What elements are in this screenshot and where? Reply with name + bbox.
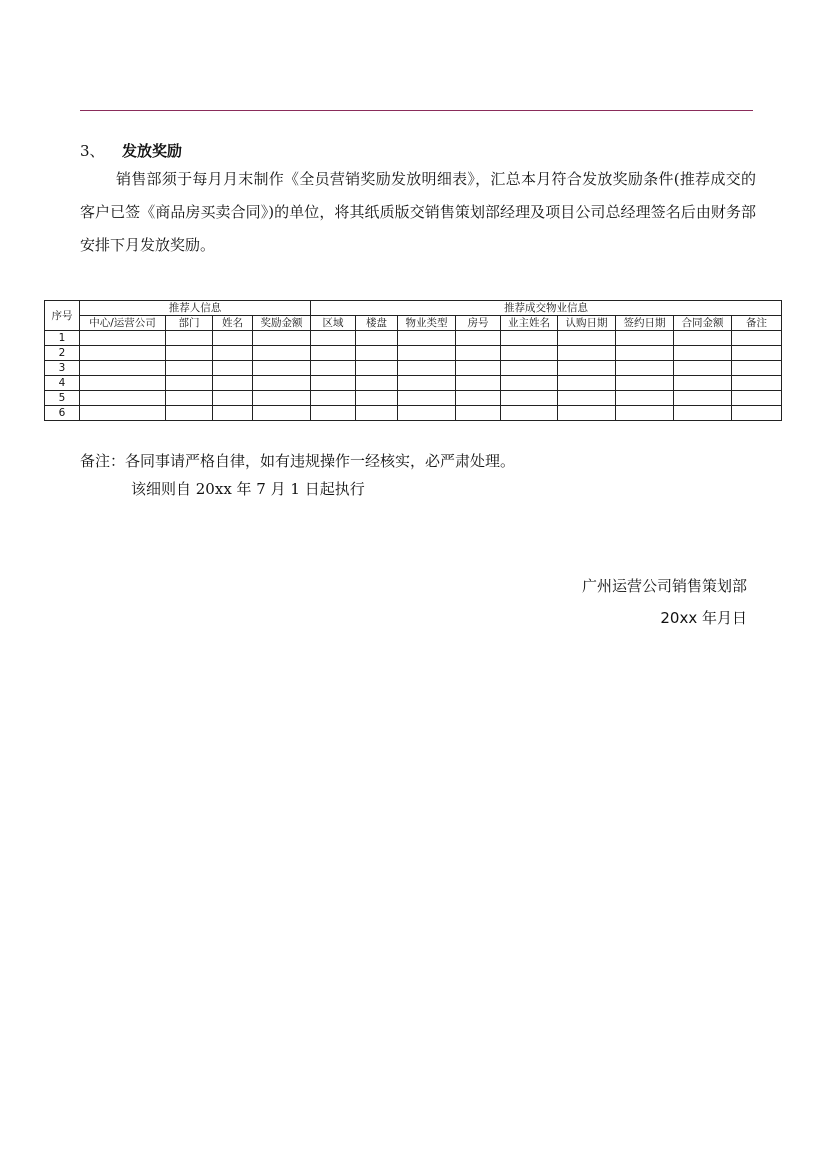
row-index: 2 — [45, 346, 80, 361]
column-header: 区域 — [311, 316, 356, 331]
table-cell — [456, 346, 501, 361]
table-cell — [732, 331, 782, 346]
row-index: 1 — [45, 331, 80, 346]
section-number: 3、 — [80, 142, 105, 160]
table-cell — [732, 391, 782, 406]
table-row — [45, 346, 782, 361]
table-cell — [558, 346, 616, 361]
table-cell — [558, 406, 616, 421]
table-cell — [398, 331, 456, 346]
table-cell — [558, 391, 616, 406]
table-cell — [558, 376, 616, 391]
table-cell — [501, 406, 558, 421]
column-header: 姓名 — [213, 316, 253, 331]
column-header: 物业类型 — [398, 316, 456, 331]
table-cell — [732, 376, 782, 391]
table-cell — [732, 361, 782, 376]
table-cell — [253, 391, 311, 406]
row-index: 5 — [45, 391, 80, 406]
table-cell — [456, 361, 501, 376]
table-cell — [311, 406, 356, 421]
table-cell — [213, 376, 253, 391]
table-cell — [558, 331, 616, 346]
table-cell — [166, 391, 213, 406]
table-row — [45, 406, 782, 421]
table-cell — [356, 361, 398, 376]
row-index: 6 — [45, 406, 80, 421]
table-cell — [398, 376, 456, 391]
table-cell — [616, 331, 674, 346]
table-cell — [253, 406, 311, 421]
table-cell — [213, 331, 253, 346]
body-paragraph: 销售部须于每月月末制作《全员营销奖励发放明细表》，汇总本月符合发放奖励条件(推荐成交的客户已签《商品房买卖合同》)的单位，将其纸质版交销售策划部经理及项目公司总经理签名后由财务部安排下月发放奖励。 — [80, 170, 756, 254]
column-header: 合同金额 — [674, 316, 732, 331]
table-cell — [253, 331, 311, 346]
column-header: 备注 — [732, 316, 782, 331]
table-cell — [456, 391, 501, 406]
table-cell — [456, 331, 501, 346]
table-cell — [166, 361, 213, 376]
table-cell — [398, 391, 456, 406]
table-cell — [80, 376, 166, 391]
section-heading — [80, 140, 182, 161]
header-rule — [80, 110, 753, 111]
table-cell — [616, 346, 674, 361]
table-cell — [80, 361, 166, 376]
table-cell — [311, 391, 356, 406]
table-cell — [80, 391, 166, 406]
signature-department: 广州运营公司销售策划部 — [581, 577, 747, 595]
table-cell — [213, 406, 253, 421]
table-row — [45, 361, 782, 376]
table-cell — [456, 406, 501, 421]
table-row — [45, 331, 782, 346]
column-header: 楼盘 — [356, 316, 398, 331]
table-cell — [253, 346, 311, 361]
column-header: 认购日期 — [558, 316, 616, 331]
table-cell — [253, 376, 311, 391]
column-header: 部门 — [166, 316, 213, 331]
table-cell — [311, 361, 356, 376]
table-cell — [616, 406, 674, 421]
table-cell — [311, 376, 356, 391]
property-group-header: 推荐成交物业信息 — [311, 301, 782, 316]
table-row — [45, 391, 782, 406]
table-cell — [674, 346, 732, 361]
column-header: 中心/运营公司 — [80, 316, 166, 331]
table-cell — [501, 376, 558, 391]
column-header-row — [45, 316, 782, 331]
table-cell — [213, 391, 253, 406]
table-cell — [674, 331, 732, 346]
table-cell — [166, 331, 213, 346]
table-cell — [356, 376, 398, 391]
table-cell — [616, 376, 674, 391]
table-cell — [616, 391, 674, 406]
table-cell — [356, 406, 398, 421]
table-cell — [674, 406, 732, 421]
table-cell — [501, 361, 558, 376]
table-cell — [398, 406, 456, 421]
table-cell — [213, 361, 253, 376]
table-cell — [456, 376, 501, 391]
table-cell — [213, 346, 253, 361]
table-cell — [501, 331, 558, 346]
referrer-group-header: 推荐人信息 — [80, 301, 311, 316]
column-header: 签约日期 — [616, 316, 674, 331]
column-header: 奖励金额 — [253, 316, 311, 331]
table-cell — [616, 361, 674, 376]
note-text: 备注：各同事请严格自律，如有违规操作一经核实，必严肃处理。 — [80, 452, 516, 470]
table-cell — [674, 361, 732, 376]
table-cell — [558, 361, 616, 376]
table-cell — [732, 346, 782, 361]
table-cell — [398, 346, 456, 361]
column-header: 业主姓名 — [501, 316, 558, 331]
table-cell — [356, 391, 398, 406]
table-cell — [253, 361, 311, 376]
table-cell — [674, 376, 732, 391]
table-cell — [311, 346, 356, 361]
table-cell — [80, 346, 166, 361]
table-cell — [80, 406, 166, 421]
table-cell — [356, 346, 398, 361]
row-index: 3 — [45, 361, 80, 376]
signature-date: 20xx 年月日 — [660, 609, 747, 627]
table-cell — [166, 346, 213, 361]
table-row — [45, 376, 782, 391]
table-cell — [166, 376, 213, 391]
row-index: 4 — [45, 376, 80, 391]
table-cell — [356, 331, 398, 346]
section-title: 发放奖励 — [122, 142, 183, 160]
table-cell — [501, 346, 558, 361]
table-cell — [166, 406, 213, 421]
table-cell — [501, 391, 558, 406]
effective-date-text: 该细则自 20xx 年 7 月 1 日起执行 — [131, 480, 365, 498]
table-cell — [80, 331, 166, 346]
reward-table — [44, 300, 782, 421]
table-cell — [311, 331, 356, 346]
table-cell — [732, 406, 782, 421]
table-cell — [674, 391, 732, 406]
table-cell — [398, 361, 456, 376]
column-header: 房号 — [456, 316, 501, 331]
index-header: 序号 — [45, 301, 80, 331]
